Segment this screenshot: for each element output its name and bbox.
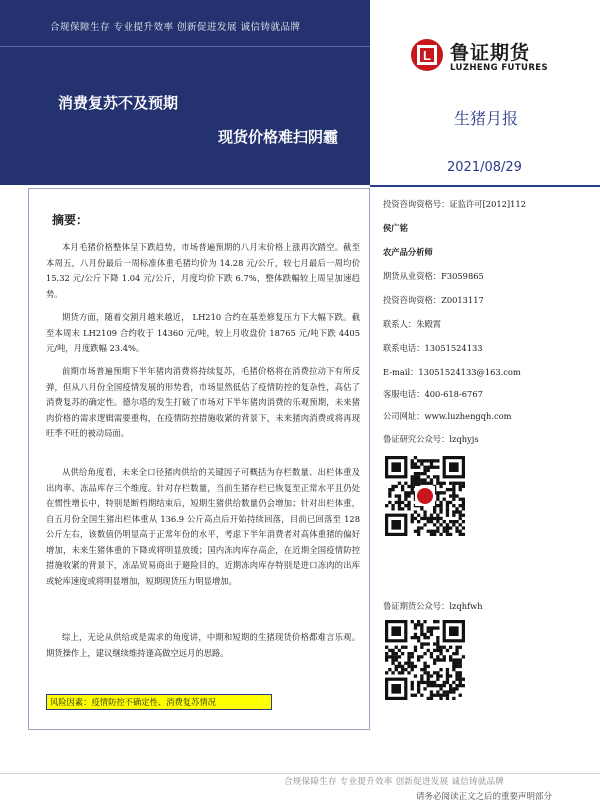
analyst-name: 侯广铭 <box>383 223 408 233</box>
report-date: 2021/08/29 <box>447 160 522 175</box>
contact-person: 联系人：朱殿霄 <box>383 319 442 329</box>
header-slogan: 合规保障生存 专业提升效率 创新促进发展 诚信铸就品牌 <box>50 22 301 33</box>
company-qr-code-icon <box>385 620 465 700</box>
summary-paragraph-supply: 从供给角度看，未来全口径猪肉供给的关键因子可概括为存栏数量、出栏体重及出肉率、冻品库存三个维度。针对存栏数量，当前生猪存栏已恢复至正常水平且仍处在惯性增长中，特别是断档期结束后，短期生猪供给数量仍会增加；针对出栏体重，自五月份全国生猪出栏体重从 136.9 公斤高点后开始持续回落，目前已回落至 128 公斤左右，该数值仍明显高于正常年份的水平，考虑下半年消费者对高体重猪的偏好增加，未来生猪体重的下降或将明显放缓；国内冻肉库存高企，在近期全国疫情防控措施收紧的背景下，冻品贸易商出于避险目的，近期冻肉库存特别是进口冻肉的出库或轮库速度或将明显增加，短期现货压力明显增加。 <box>46 467 360 586</box>
research-wechat: 鲁证研究公众号：lzqhyjs <box>383 434 479 444</box>
company-logo <box>410 38 570 78</box>
logo-mark-icon <box>410 38 444 72</box>
summary-title: 摘要： <box>52 213 89 227</box>
report-type: 生猪月报 <box>454 109 519 128</box>
summary-paragraph-demand: 前期市场普遍预期下半年猪肉消费将持续复苏，毛猪价格将在消费拉动下有所反弹，但从八月份全国疫情发展的形势看，市场显然低估了疫情防控的复杂性，高估了消费复苏的确定性。德尔塔的发生打破了市场对下半年猪肉消费的乐观预期，未来猪肉价格的需求逻辑需要重构，在疫情防控措施收紧的背景下，未来猪肉消费或将再现旺季不旺的被动局面。 <box>46 366 360 438</box>
logo-english-name: LUZHENG FUTURES <box>450 63 549 73</box>
summary-paragraph-price: 本月毛猪价格整体呈下跌趋势，市场普遍预期的八月末价格上涨再次踏空。截至本周五，八月份最后一周标准体重毛猪均价为 14.28 元/公斤，较七月最后一周均价 15.32 元/公斤下降 1.04 元/公斤，月度均价下跌 6.7%，整体跌幅较上周呈加速趋势。 <box>46 242 360 299</box>
summary-paragraph-conclusion: 综上，无论从供给或是需求的角度讲，中期和短期的生猪现货价格都难言乐观。期货操作上，建议继续维持逢高做空远月的思路。 <box>46 632 360 658</box>
footer-disclaimer: 请务必阅读正文之后的重要声明部分 <box>416 792 553 802</box>
company-wechat: 鲁证期货公众号：lzqhfwh <box>383 601 483 611</box>
headline-primary: 消费复苏不及预期 <box>58 94 179 112</box>
summary-paragraph-futures: 期货方面，随着交割月越来越近， LH210 合约在基差修复压力下大幅下跌。截至本周末 LH2109 合约收于 14360 元/吨，较上月收盘价 18765 元/吨下跌 4405 元/吨，月度跌幅 23.4%。 <box>46 312 360 353</box>
headline-secondary: 现货价格难扫阴霾 <box>218 128 339 146</box>
advisory-license: 投资咨询资格号：证监许可[2012]112 <box>383 199 526 209</box>
research-qr-code-icon <box>385 456 465 536</box>
futures-license: 期货从业资格：F3059865 <box>383 271 484 281</box>
risk-factors: 风险因素：疫情防控不确定性、消费复苏情况 <box>46 694 272 710</box>
header-divider <box>0 46 370 47</box>
consult-license: 投资咨询资格：Z0013117 <box>383 295 484 305</box>
service-hotline: 客服电话：400-618-6767 <box>383 389 483 399</box>
contact-phone: 联系电话：13051524133 <box>383 343 483 353</box>
analyst-role: 农产品分析师 <box>383 247 433 257</box>
logo-chinese-name: 鲁证期货 <box>450 42 531 64</box>
footer-slogan: 合规保障生存 专业提升效率 创新促进发展 诚信铸就品牌 <box>284 777 505 787</box>
logo-mark-letter: L <box>423 48 431 63</box>
date-underline <box>370 185 600 187</box>
footer-divider <box>0 773 600 774</box>
company-website[interactable]: 公司网址：www.luzhengqh.com <box>383 411 512 421</box>
contact-email[interactable]: E-mail：13051524133@163.com <box>383 367 521 377</box>
